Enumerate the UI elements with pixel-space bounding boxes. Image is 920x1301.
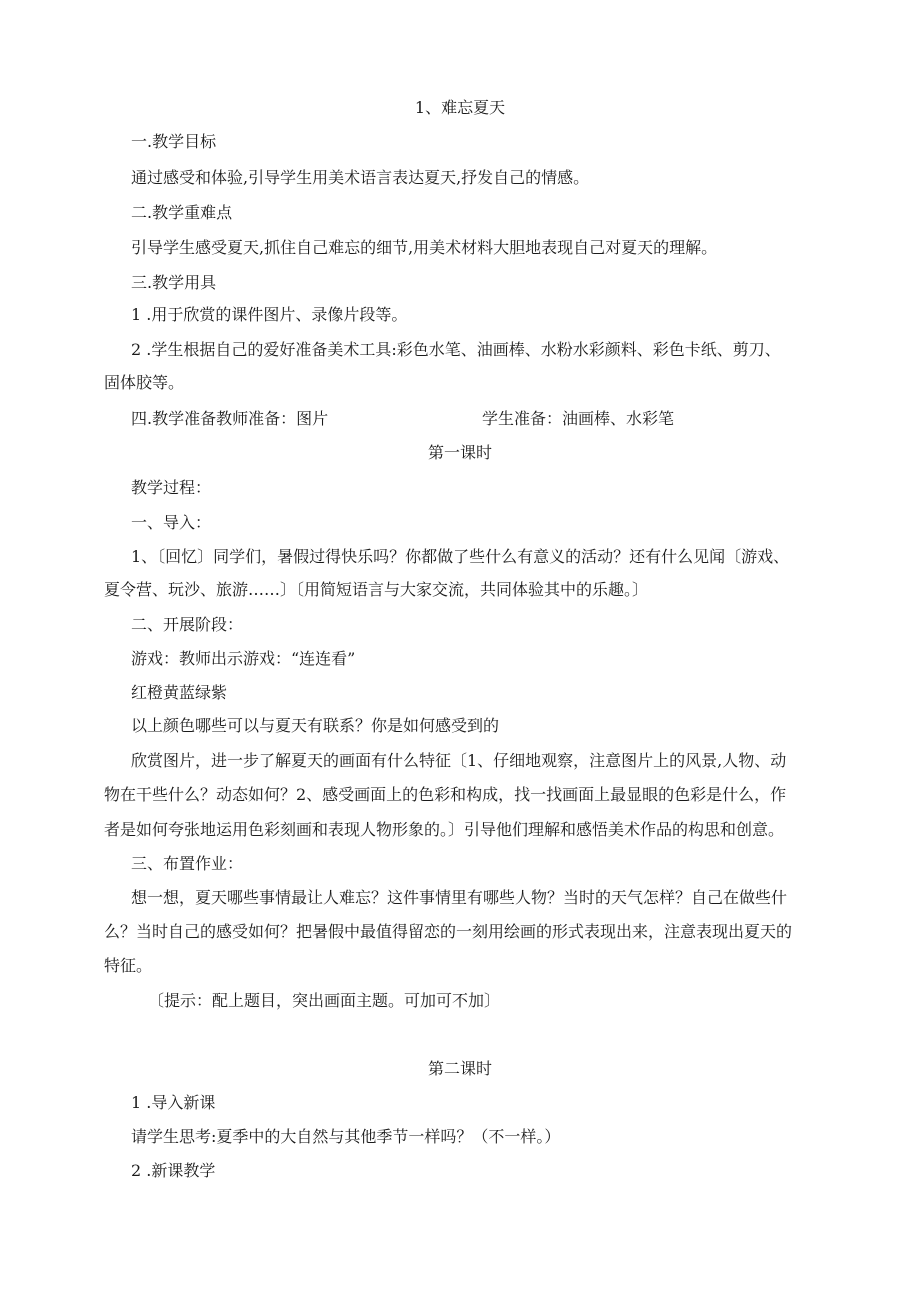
section-heading-tools: 三.教学用具: [131, 273, 217, 292]
section-heading-develop: 二、开展阶段：: [131, 615, 244, 634]
list-item-tools-2-line1: 2 .学生根据自己的爱好准备美术工具:彩色水笔、油画棒、水粉水彩颜料、彩色卡纸、剪刀、: [131, 340, 781, 359]
list-item-lesson2-1: 1 .导入新课: [131, 1093, 216, 1112]
paragraph-intro-line1: 1、〔回忆〕同学们，暑假过得快乐吗？你都做了些什么有意义的活动？还有什么见闻〔游戏、: [131, 547, 790, 566]
paragraph-game: 游戏：教师出示游戏：“连连看”: [131, 649, 356, 668]
preparation-teacher: 四.教学准备教师准备：图片: [131, 409, 329, 428]
list-item-lesson2-2: 2 .新课教学: [131, 1161, 216, 1180]
section-heading-intro: 一、导入：: [131, 513, 212, 532]
paragraph-appreciate-line3: 者是如何夸张地运用色彩刻画和表现人物形象的。〕引导他们理解和感悟美术作品的构思和创意。: [104, 820, 785, 839]
lesson-two-heading: 第二课时: [427, 1059, 492, 1078]
paragraph-homework-line3: 特征。: [104, 956, 153, 975]
list-item-tools-1: 1 .用于欣赏的课件图片、录像片段等。: [131, 305, 408, 324]
paragraph-colors: 红橙黄蓝绿紫: [131, 683, 228, 702]
paragraph-key-points: 引导学生感受夏天,抓住自己难忘的细节,用美术材料大胆地表现自己对夏天的理解。: [131, 238, 718, 257]
paragraph-colors-question: 以上颜色哪些可以与夏天有联系？你是如何感受到的: [131, 716, 500, 735]
lesson-one-heading: 第一课时: [427, 443, 492, 462]
paragraph-goals: 通过感受和体验,引导学生用美术语言表达夏天,抒发自己的情感。: [131, 168, 590, 187]
section-heading-key-points: 二.教学重难点: [131, 203, 233, 222]
section-heading-homework: 三、布置作业：: [131, 854, 244, 873]
paragraph-hint: 〔提示：配上题目，突出画面主题。可加可不加〕: [148, 991, 501, 1010]
document-title: 1、难忘夏天: [414, 98, 506, 117]
paragraph-lesson2-question: 请学生思考:夏季中的大自然与其他季节一样吗？（不一样。）: [131, 1127, 561, 1146]
paragraph-intro-line2: 夏令营、玩沙、旅游……〕〔用简短语言与大家交流，共同体验其中的乐趣。〕: [104, 580, 649, 599]
paragraph-appreciate-line1: 欣赏图片，进一步了解夏天的画面有什么特征〔1、仔细地观察，注意图片上的风景,人物、动: [131, 751, 787, 770]
paragraph-homework-line1: 想一想，夏天哪些事情最让人难忘？这件事情里有哪些人物？当时的天气怎样？自己在做些什: [131, 888, 788, 907]
paragraph-appreciate-line2: 物在干些什么？动态如何？2、感受画面上的色彩和构成，找一找画面上最显眼的色彩是什么，作: [104, 785, 787, 804]
section-heading-goals: 一.教学目标: [131, 132, 217, 151]
process-label: 教学过程：: [131, 478, 212, 497]
preparation-student: 学生准备：油画棒、水彩笔: [482, 409, 675, 428]
list-item-tools-2-line2: 固体胶等。: [104, 373, 185, 392]
paragraph-homework-line2: 么？当时自己的感受如何？把暑假中最值得留恋的一刻用绘画的形式表现出来，注意表现出夏天的: [104, 922, 793, 941]
